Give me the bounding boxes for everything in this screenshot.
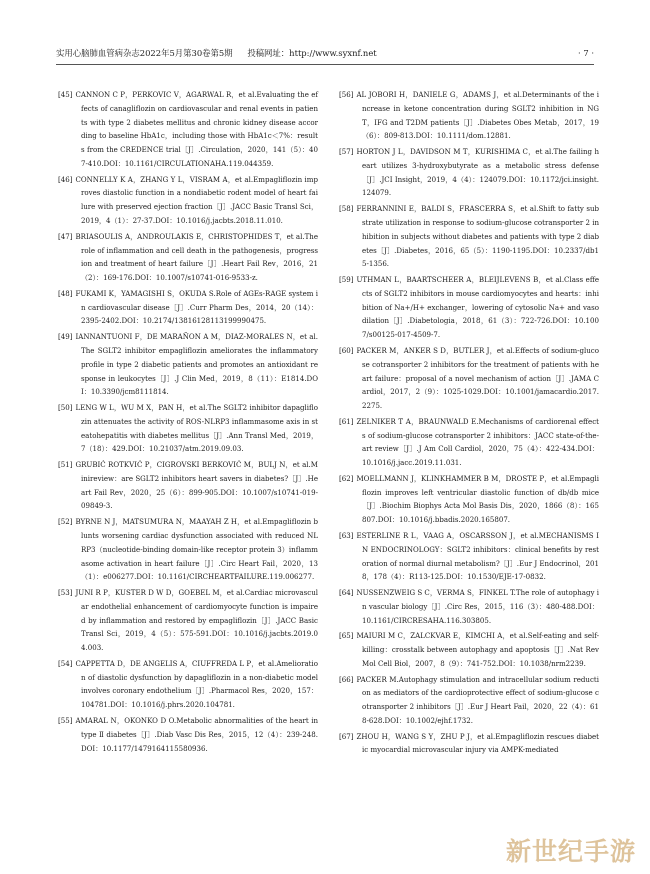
reference-number: [49] — [58, 332, 73, 342]
reference-number: [61] — [339, 416, 354, 426]
reference-item — [58, 287, 318, 328]
reference-number: [53] — [58, 588, 73, 598]
running-header — [56, 46, 389, 60]
reference-number: [66] — [339, 674, 354, 684]
page-header — [56, 46, 594, 65]
reference-item — [339, 629, 599, 670]
reference-text: FERRANNINI E，BALDI S，FRASCERRA S，et al.Shift to fatty substrate utilization in response to sodium-glucose cotransporter 2 inhibition in subjects without diabetes and patients with type 2 diabetes［J］.Diabetes，2016，65（5）：1190-1195.DOI：10.2337/db15-1356. — [356, 204, 599, 269]
reference-text: IANNANTUONI F，DE MARAÑON A M，DIAZ-MORALES N，et al.The SGLT2 inhibitor empagliflozin ameliorates the inflammatory profile in type 2 diabetic patients and promotes an antioxidant response in leukocytes［J］.J Clin Med，2019，8（11）：E1814.DOI：10.3390/jcm8111814. — [75, 332, 318, 397]
reference-text: UTHMAN L，BAARTSCHEER A，BLEIJLEVENS B，et al.Class effects of SGLT2 inhibitors in mouse cardiomyocytes and hearts：inhibition of Na+/H+ exchanger，lowering of cytosolic Na+ and vasodilation［J］.Diabetologia，2018，61（3）：722-726.DOI：10.1007/s00125-017-4509-7. — [356, 275, 599, 340]
reference-number: [48] — [58, 288, 73, 298]
reference-item — [339, 586, 599, 627]
reference-text: JUNI R P，KUSTER D W D，GOEBEL M，et al.Cardiac microvascular endothelial enhancement of cardiomyocyte function is impaired by inflammation and restored by empagliflozin［J］.JACC Basic Transl Sci，2019，4（5）：575-591.DOI：10.1016/j.jacbts.2019.04.003. — [75, 588, 318, 653]
reference-item — [339, 415, 599, 470]
reference-text: MAIURI M C，ZALCKVAR E，KIMCHI A，et al.Self-eating and self-killing：crosstalk between autophagy and apoptosis［J］.Nat Rev Mol Cell Biol，2007，8（9）：741-752.DOI：10.1038/nrm2239. — [356, 631, 599, 668]
journal-title: 实用心脑肺血管病杂志2022年5月第30卷第5期 — [56, 48, 233, 58]
reference-text: PACKER M，ANKER S D，BUTLER J，et al.Effects of sodium-glucose cotransporter 2 inhibitors for the treatment of patients with heart failure：proposal of a novel mechanism of action［J］.JAMA Cardiol，2017，2（9）：1025-1029.DOI：10.1001/jamacardio.2017.2275. — [356, 345, 599, 411]
reference-number: [47] — [58, 231, 73, 241]
reference-number: [57] — [339, 147, 354, 157]
reference-text: HORTON J L，DAVIDSON M T，KURISHIMA C，et al.The failing heart utilizes 3-hydroxybutyrate as a metabolic stress defense［J］.JCI Insight，2019，4（4）：124079.DOI：10.1172/jci.insight.124079. — [356, 147, 599, 198]
reference-number: [59] — [339, 275, 354, 285]
reference-item — [339, 529, 599, 584]
reference-item — [339, 472, 599, 527]
submission-url: 投稿网址：http://www.syxnf.net — [247, 48, 377, 58]
reference-number: [63] — [339, 530, 354, 540]
reference-number: [58] — [339, 204, 354, 214]
reference-text: BYRNE N J，MATSUMURA N，MAAYAH Z H，et al.Empagliflozin blunts worsening cardiac dysfunction associated with reduced NLRP3（nucleotide-binding domain-like receptor protein 3）inflammasome activation in heart failure［J］.Circ Heart Fail，2020，13（1）：e006277.DOI：10.1161/CIRCHEARTFAILURE.119.006277. — [75, 517, 318, 582]
reference-text: AMARAL N，OKONKO D O.Metabolic abnormalities of the heart in type Ⅱ diabetes［J］.Diab Vasc Dis Res，2015，12（4）：239-248.DOI：10.1177/1479164115580936. — [75, 715, 318, 753]
reference-item — [58, 515, 318, 584]
reference-text: NUSSENZWEIG S C，VERMA S，FINKEL T.The role of autophagy in vascular biology［J］.Circ Res，2015，116（3）：480-488.DOI：10.1161/CIRCRESAHA.116.303805. — [356, 588, 599, 625]
reference-item — [58, 330, 318, 399]
reference-text: LENG W L，WU M X，PAN H，et al.The SGLT2 inhibitor dapagliflozin attenuates the activity of ROS-NLRP3 inflammasome axis in steatohepatitis with diabetes mellitus［J］.Ann Transl Med，2019，7（18）：429.DOI：10.21037/atm.2019.09.03. — [75, 402, 318, 454]
reference-item — [339, 202, 599, 271]
reference-text: MOELLMANN J，KLINKHAMMER B M，DROSTE P，et al.Empagliflozin improves left ventricular diastolic function of db/db mice［J］.Biochim Biophys Acta Mol Basis Dis，2020，1866（8）：165807.DOI：10.1016/j.bbadis.2020.165807. — [356, 473, 599, 525]
reference-item — [58, 173, 318, 228]
reference-text: FUKAMI K，YAMAGISHI S，OKUDA S.Role of AGEs-RAGE system in cardiovascular disease［J］.Curr Pharm Des，2014，20（14）：2395-2402.DOI：10.2174/13816128113199990475. — [75, 288, 318, 326]
reference-item — [339, 344, 599, 413]
reference-number: [55] — [58, 715, 73, 725]
reference-number: [65] — [339, 631, 354, 641]
watermark-logo: 新世纪手游 — [505, 837, 636, 866]
reference-item — [339, 730, 599, 758]
reference-number: [51] — [58, 460, 73, 470]
reference-text: PACKER M.Autophagy stimulation and intracellular sodium reduction as mediators of the cardioprotective effect of sodium-glucose cotransporter 2 inhibitors［J］.Eur J Heart Fail，2020，22（4）：618-628.DOI：10.1002/ejhf.1732. — [356, 674, 599, 725]
reference-number: [52] — [58, 517, 73, 527]
reference-text: CONNELLY K A，ZHANG Y L，VISRAM A，et al.Empagliflozin improves diastolic function in a nondiabetic rodent model of heart failure with preserved ejection fraction［J］.JACC Basic Transl Sci，2019，4（1）：27-37.DOI：10.1016/j.jacbts.2018.11.010. — [75, 174, 318, 226]
reference-item — [58, 230, 318, 285]
references-right-column — [339, 88, 599, 759]
reference-number: [67] — [339, 731, 354, 741]
references-left-column — [58, 88, 318, 757]
reference-number: [46] — [58, 174, 73, 184]
page-number: · 7 · — [578, 48, 594, 58]
reference-item — [58, 714, 318, 755]
reference-text: AL JOBORI H，DANIELE G，ADAMS J，et al.Determinants of the increase in ketone concentration during SGLT2 inhibition in NGT，IFG and T2DM patients［J］.Diabetes Obes Metab，2017，19（6）：809-813.DOI：10.1111/dom.12881. — [356, 90, 599, 141]
reference-item — [339, 673, 599, 728]
reference-item — [339, 273, 599, 342]
reference-item — [58, 657, 318, 712]
reference-text: BRIASOULIS A，ANDROULAKIS E，CHRISTOPHIDES T，et al.The role of inflammation and cell death in the pathogenesis，progression and treatment of heart failure［J］.Heart Fail Rev，2016，21（2）：169-176.DOI：10.1007/s10741-016-9533-z. — [75, 231, 318, 283]
reference-number: [60] — [339, 345, 354, 355]
reference-text: GRUBIĆ ROTKVIĆ P，CIGROVSKI BERKOVIĆ M，BULJ N，et al.Minireview：are SGLT2 inhibitors heart savers in diabetes?［J］.Heart Fail Rev，2020，25（6）：899-905.DOI：10.1007/s10741-019-09849-3. — [75, 460, 318, 511]
reference-number: [50] — [58, 402, 73, 412]
reference-number: [56] — [339, 90, 354, 99]
reference-item — [58, 401, 318, 456]
reference-text: ZHOU H，WANG S Y，ZHU P J，et al.Empagliflozin rescues diabetic myocardial microvascular injury via AMPK-mediated — [356, 731, 599, 755]
reference-number: [45] — [58, 90, 73, 99]
reference-text: CANNON C P，PERKOVIC V，AGARWAL R，et al.Evaluating the effects of canagliflozin on cardiovascular and renal events in patients with type 2 diabetes mellitus and chronic kidney disease according to baseline HbA1c，including those with HbA1c＜7%：results from the CREDENCE trial［J］.Circulation，2020，141（5）：407-410.DOI：10.1161/CIRCULATIONAHA.119.044359. — [75, 90, 318, 168]
reference-number: [62] — [339, 473, 354, 483]
reference-number: [54] — [58, 658, 73, 668]
reference-text: CAPPETTA D，DE ANGELIS A，CIUFFREDA L P，et al.Amelioration of diastolic dysfunction by dapagliflozin in a non-diabetic model involves coronary endothelium［J］.Pharmacol Res，2020，157：104781.DOI：10.1016/j.phrs.2020.104781. — [75, 658, 318, 710]
reference-text: ESTERLINE R L，VAAG A，OSCARSSON J，et al.MECHANISMS IN ENDOCRINOLOGY：SGLT2 inhibitors：clinical benefits by restoration of normal diurnal metabolism?［J］.Eur J Endocrinol，2018，178（4）：R113-125.DOI：10.1530/EJE-17-0832. — [356, 530, 599, 582]
reference-number: [64] — [339, 588, 354, 598]
reference-item — [339, 145, 599, 200]
reference-item — [58, 458, 318, 513]
reference-item — [58, 88, 318, 171]
reference-item — [339, 88, 599, 143]
reference-text: ZELNIKER T A，BRAUNWALD E.Mechanisms of cardiorenal effects of sodium-glucose cotransporter 2 inhibitors：JACC state-of-the-art review［J］.J Am Coll Cardiol，2020，75（4）：422-434.DOI：10.1016/j.jacc.2019.11.031. — [356, 416, 599, 468]
reference-item — [58, 586, 318, 655]
